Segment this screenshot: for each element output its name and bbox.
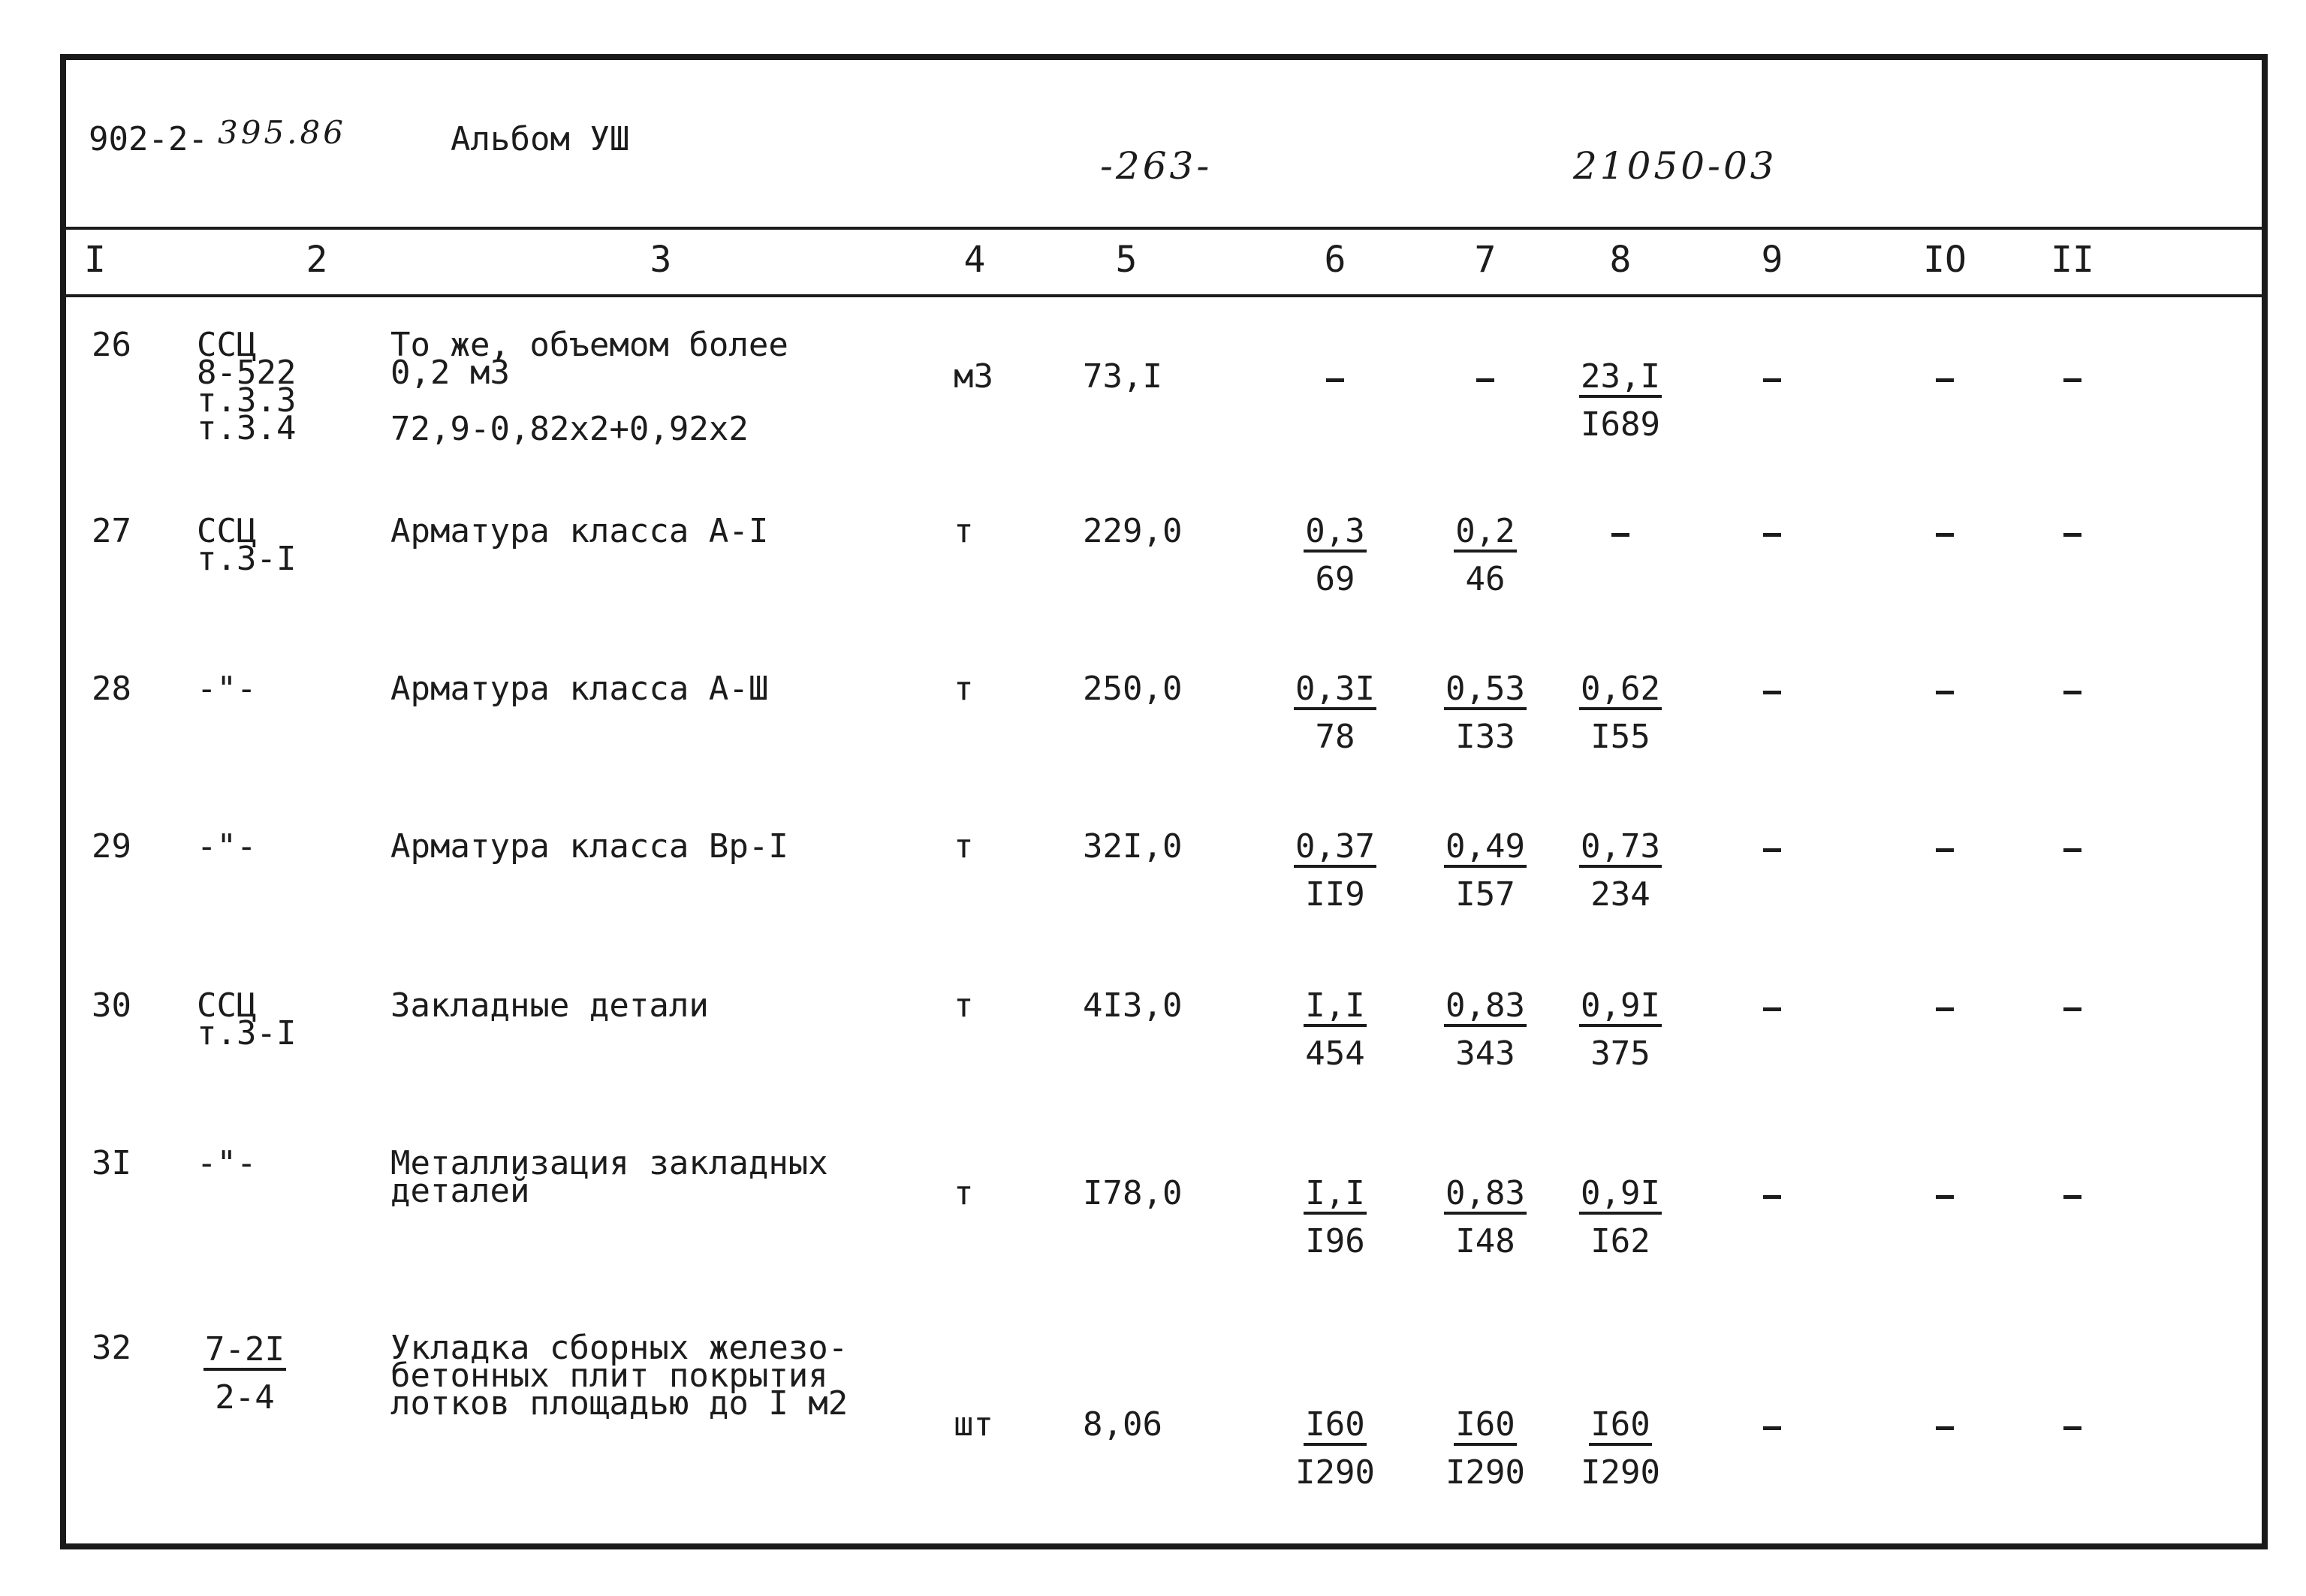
row-code-fraction xyxy=(185,1330,305,1417)
row-c8-value-cost: I689 xyxy=(1581,405,1660,444)
row-code-line: т.3-I xyxy=(197,540,297,578)
row-code-line: т.3.3 xyxy=(197,381,297,420)
row-c6-value xyxy=(1275,1174,1395,1260)
row-c9-dash xyxy=(1763,848,1781,852)
row-code-fraction-cost: 2-4 xyxy=(215,1378,275,1417)
row-c10-dash xyxy=(1936,691,1954,694)
row-c11-dash xyxy=(2063,691,2081,694)
row-c8-dash xyxy=(1611,533,1629,537)
row-c7-value-cost: 343 xyxy=(1455,1034,1515,1073)
row-c11-dash xyxy=(2063,1195,2081,1199)
row-c8-value xyxy=(1560,827,1681,914)
row-c8-value xyxy=(1560,357,1681,444)
column-header-4: 4 xyxy=(963,239,986,281)
row-c7-value xyxy=(1425,827,1545,914)
row-c8-value-quantity: 0,9I xyxy=(1579,1177,1662,1215)
row-c11-dash xyxy=(2063,1007,2081,1011)
row-c8-value-quantity: I60 xyxy=(1589,1408,1651,1446)
row-description-line: лотков площадью до I м2 xyxy=(390,1384,849,1423)
row-code-line: ССЦ xyxy=(197,512,257,550)
row-c10-dash xyxy=(1936,378,1954,382)
row-c6-value-quantity: I60 xyxy=(1304,1408,1366,1446)
column-header-2: 2 xyxy=(306,239,328,281)
row-c8-value-quantity: 23,I xyxy=(1579,360,1662,398)
row-c7-value-cost: 46 xyxy=(1465,560,1506,598)
row-c7-value-cost: I290 xyxy=(1445,1453,1525,1492)
row-c6-dash xyxy=(1326,378,1344,382)
row-c7-value xyxy=(1425,1174,1545,1260)
row-c6-value-quantity: I,I xyxy=(1304,989,1366,1027)
row-number: 32 xyxy=(92,1329,131,1367)
row-c7-value-quantity: 0,83 xyxy=(1444,989,1527,1027)
doc-code-handwritten: 395.86 xyxy=(218,114,346,151)
row-c6-value-quantity: 0,3I xyxy=(1294,673,1376,710)
order-number: 21050-03 xyxy=(1573,144,1777,188)
row-code-line: -"- xyxy=(197,827,257,866)
column-header-8: 8 xyxy=(1609,239,1632,281)
row-number: 27 xyxy=(92,512,131,550)
row-number: 26 xyxy=(92,326,131,364)
row-code-line: т.3.4 xyxy=(197,409,297,447)
row-description-line: деталей xyxy=(390,1172,530,1210)
row-unit: м3 xyxy=(954,357,993,396)
row-c6-value-cost: 69 xyxy=(1315,560,1355,598)
row-c9-dash xyxy=(1763,691,1781,694)
row-c6-value-cost: I96 xyxy=(1305,1222,1365,1260)
header-top-rule xyxy=(63,227,2263,230)
row-c7-value xyxy=(1425,512,1545,598)
row-c11-dash xyxy=(2063,533,2081,537)
row-c6-value xyxy=(1275,512,1395,598)
row-c8-value-cost: I290 xyxy=(1581,1453,1660,1492)
row-c7-value-cost: I48 xyxy=(1455,1222,1515,1260)
row-c7-value-quantity: 0,53 xyxy=(1444,673,1527,710)
row-unit-price: 250,0 xyxy=(1083,670,1183,708)
header-bottom-rule xyxy=(63,294,2263,297)
row-c9-dash xyxy=(1763,1426,1781,1430)
row-code-line: -"- xyxy=(197,670,257,708)
column-header-11: II xyxy=(2051,239,2094,281)
row-c10-dash xyxy=(1936,1426,1954,1430)
row-c6-value xyxy=(1275,670,1395,756)
row-c6-value xyxy=(1275,1405,1395,1492)
row-c6-value-cost: II9 xyxy=(1305,875,1365,914)
row-c7-value-cost: I33 xyxy=(1455,718,1515,756)
row-c8-value-quantity: 0,73 xyxy=(1579,830,1662,868)
row-c10-dash xyxy=(1936,1007,1954,1011)
row-c9-dash xyxy=(1763,378,1781,382)
column-header-10: IO xyxy=(1923,239,1967,281)
row-c8-value-quantity: 0,62 xyxy=(1579,673,1662,710)
row-unit-price: 32I,0 xyxy=(1083,827,1183,866)
row-number: 3I xyxy=(92,1144,131,1182)
row-c7-value-quantity: I60 xyxy=(1454,1408,1516,1446)
row-c7-dash xyxy=(1476,378,1494,382)
row-unit: шт xyxy=(954,1405,993,1444)
row-c6-value-quantity: 0,3 xyxy=(1304,515,1366,553)
row-c11-dash xyxy=(2063,378,2081,382)
row-code-line: т.3-I xyxy=(197,1014,297,1052)
row-code-line: ССЦ xyxy=(197,986,257,1025)
row-code-line: ССЦ xyxy=(197,326,257,364)
row-c9-dash xyxy=(1763,1195,1781,1199)
row-c11-dash xyxy=(2063,1426,2081,1430)
row-c8-value xyxy=(1560,986,1681,1073)
row-c8-value-cost: I55 xyxy=(1590,718,1650,756)
row-unit: т xyxy=(954,986,974,1025)
row-description-line: 0,2 м3 xyxy=(390,354,510,392)
row-c6-value xyxy=(1275,827,1395,914)
row-unit: т xyxy=(954,670,974,708)
row-c8-value-cost: 375 xyxy=(1590,1034,1650,1073)
row-code-line: 8-522 xyxy=(197,354,297,392)
row-number: 28 xyxy=(92,670,131,708)
row-number: 30 xyxy=(92,986,131,1025)
row-description-line: Металлизация закладных xyxy=(390,1144,828,1182)
row-description-line: То же, объемом более xyxy=(390,326,788,364)
row-c6-value xyxy=(1275,986,1395,1073)
row-unit: т xyxy=(954,512,974,550)
doc-code: 902-2- xyxy=(89,120,208,158)
row-c7-value-cost: I57 xyxy=(1455,875,1515,914)
row-c6-value-cost: I290 xyxy=(1295,1453,1375,1492)
row-c7-value-quantity: 0,2 xyxy=(1454,515,1516,553)
row-c8-value-cost: I62 xyxy=(1590,1222,1650,1260)
album-label: Альбом УШ xyxy=(451,120,630,158)
row-description-line: Арматура класса А-Ш xyxy=(390,670,769,708)
row-c8-value xyxy=(1560,1405,1681,1492)
column-header-6: 6 xyxy=(1324,239,1346,281)
row-c6-value-cost: 454 xyxy=(1305,1034,1365,1073)
row-c7-value xyxy=(1425,1405,1545,1492)
row-c7-value-quantity: 0,49 xyxy=(1444,830,1527,868)
row-c6-value-cost: 78 xyxy=(1315,718,1355,756)
column-header-3: 3 xyxy=(650,239,672,281)
row-c8-value-cost: 234 xyxy=(1590,875,1650,914)
row-c7-value xyxy=(1425,670,1545,756)
row-unit-price: 8,06 xyxy=(1083,1405,1162,1444)
page-number: -263- xyxy=(1100,144,1213,188)
row-c7-value xyxy=(1425,986,1545,1073)
row-code-fraction-quantity: 7-2I xyxy=(203,1333,286,1371)
row-unit-price: 73,I xyxy=(1083,357,1162,396)
column-header-1: I xyxy=(84,239,106,281)
row-code-line: -"- xyxy=(197,1144,257,1182)
row-c8-value xyxy=(1560,670,1681,756)
row-description-line: Арматура класса А-I xyxy=(390,512,769,550)
row-c10-dash xyxy=(1936,848,1954,852)
row-unit: т xyxy=(954,1174,974,1212)
row-description-line: Арматура класса Вр-I xyxy=(390,827,788,866)
row-number: 29 xyxy=(92,827,131,866)
row-c6-value-quantity: 0,37 xyxy=(1294,830,1376,868)
row-unit: т xyxy=(954,827,974,866)
row-description-line: Закладные детали xyxy=(390,986,709,1025)
row-c8-value-quantity: 0,9I xyxy=(1579,989,1662,1027)
row-description-line: бетонных плит покрытия xyxy=(390,1357,828,1395)
row-description-formula: 72,9-0,82х2+0,92х2 xyxy=(390,410,749,448)
row-c8-value xyxy=(1560,1174,1681,1260)
row-c7-value-quantity: 0,83 xyxy=(1444,1177,1527,1215)
row-c10-dash xyxy=(1936,1195,1954,1199)
row-c10-dash xyxy=(1936,533,1954,537)
row-c9-dash xyxy=(1763,1007,1781,1011)
row-unit-price: I78,0 xyxy=(1083,1174,1183,1212)
column-header-5: 5 xyxy=(1115,239,1138,281)
column-header-7: 7 xyxy=(1474,239,1497,281)
row-description-line: Укладка сборных железо- xyxy=(390,1329,849,1367)
row-unit-price: 4I3,0 xyxy=(1083,986,1183,1025)
row-c9-dash xyxy=(1763,533,1781,537)
column-header-9: 9 xyxy=(1761,239,1783,281)
row-unit-price: 229,0 xyxy=(1083,512,1183,550)
row-c6-value-quantity: I,I xyxy=(1304,1177,1366,1215)
row-c11-dash xyxy=(2063,848,2081,852)
